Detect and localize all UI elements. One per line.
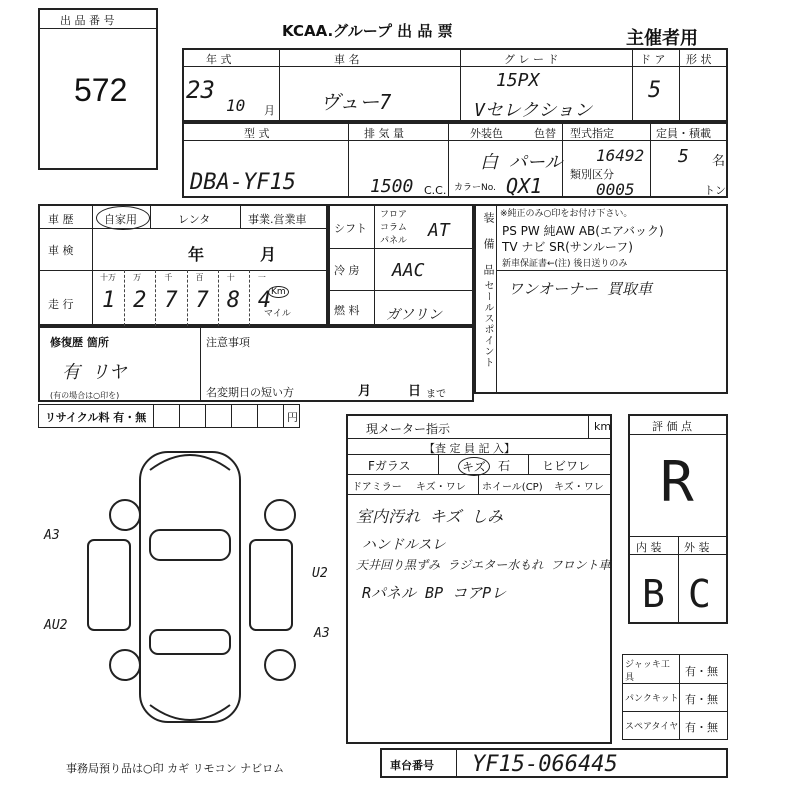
month-value: 10 xyxy=(226,96,246,115)
assessment-note-1: 室内汚れ キズ しみ xyxy=(356,507,503,526)
interior-label: 内 装 xyxy=(636,541,662,554)
capacity-label: 定員・積載 xyxy=(656,127,711,140)
recycle-row xyxy=(38,404,300,428)
yen-unit: 円 xyxy=(287,411,298,424)
displacement-label: 排 気 量 xyxy=(364,127,404,140)
shape-label: 形 状 xyxy=(686,53,712,66)
color-code: QX1 xyxy=(506,174,543,198)
vehicle-basic-table xyxy=(182,48,728,122)
recycle-label: リサイクル料 有・無 xyxy=(45,411,147,424)
repair-value: 有 リヤ xyxy=(62,362,127,383)
tool-puncture-options: 有・無 xyxy=(685,693,718,706)
exterior-score: C xyxy=(688,572,711,616)
chassis-number: YF15-066445 xyxy=(472,752,618,777)
chassis-row xyxy=(380,748,728,778)
wheel-front-right xyxy=(265,500,295,530)
organizer-label: 主催者用 xyxy=(626,28,698,49)
mileage-digit: 十 8 xyxy=(219,270,250,326)
lot-number: 572 xyxy=(74,72,128,108)
model-label: 型 式 xyxy=(244,127,270,140)
repair-label: 修復歴 箇所 xyxy=(50,336,109,349)
vehicle-spec-table xyxy=(182,122,728,198)
meter-title: 現メーター指示 xyxy=(366,422,451,436)
km-unit: Km xyxy=(268,286,289,298)
inspection-label: 車 検 xyxy=(48,244,74,257)
lot-number-label: 出 品 番 号 xyxy=(60,14,115,27)
mark-a3-left: A3 xyxy=(44,528,60,543)
glass-label: Fガラス xyxy=(368,459,411,473)
interior-score: B xyxy=(642,572,665,616)
equipment-line-1: PS PW 純AW AB(エアバック) xyxy=(502,224,664,238)
mark-au2: AU2 xyxy=(44,618,68,633)
ac-value: AAC xyxy=(392,260,425,281)
ton-unit: トン xyxy=(704,184,726,197)
mark-u2: U2 xyxy=(312,566,328,581)
shift-panel: パネル xyxy=(380,236,408,246)
chassis-label: 車台番号 xyxy=(390,759,434,772)
type-sub-number: 0005 xyxy=(596,180,635,199)
car-body xyxy=(140,452,240,722)
cc-unit: C.C. xyxy=(424,184,447,197)
mileage-label: 走 行 xyxy=(48,298,74,311)
left-side xyxy=(88,540,130,630)
shift-label: シフト xyxy=(334,222,367,235)
assessor-label: 【査 定 員 記 入】 xyxy=(424,442,515,455)
displacement-value: 1500 xyxy=(370,176,414,197)
tool-puncture-label: パンクキット xyxy=(625,694,679,704)
tools-table xyxy=(622,654,728,740)
right-side xyxy=(250,540,292,630)
tool-spare-label: スペアタイヤ xyxy=(625,722,679,732)
tool-jack-label: ジャッキ工 具 xyxy=(625,660,670,683)
model-value: DBA-YF15 xyxy=(190,170,296,195)
mileage-digit: 十万 1 xyxy=(94,270,125,326)
sales-point-label: セールスポイント xyxy=(482,280,493,368)
mileage-digit: 万 2 xyxy=(125,270,156,326)
lot-number-box xyxy=(38,8,158,170)
mark-a3-right: A3 xyxy=(314,626,330,641)
fuel-value: ガソリン xyxy=(386,307,442,323)
mirror-options: キズ・ワレ xyxy=(416,482,466,493)
glass-scratch: キズ xyxy=(458,457,490,476)
footer-items: 事務局預り品は○印 カギ リモコン ナビロム xyxy=(66,762,285,775)
warranty-note: 新車保証書←(注) 後日送りのみ xyxy=(502,259,628,269)
type-number: 16492 xyxy=(596,146,645,165)
private-circle xyxy=(96,206,150,230)
name-change-label: 名変期日の短い方 xyxy=(206,386,294,399)
name-label: 車 名 xyxy=(334,53,360,66)
wheel-label: ホイール(CP) xyxy=(482,482,543,493)
mileage-digit: 百 7 xyxy=(188,270,219,326)
assessment-note-4: Rパネル BP コアPレ xyxy=(362,584,507,602)
door-value: 5 xyxy=(648,78,662,103)
meter-table xyxy=(346,414,612,744)
caution-label: 注意事項 xyxy=(206,336,250,349)
score-table xyxy=(628,414,728,624)
mileage-digit: 千 7 xyxy=(156,270,187,326)
equipment-line-2: TV ナビ SR(サンルーフ) xyxy=(502,240,633,254)
color-value: 白 パール xyxy=(480,152,563,173)
equipment-table xyxy=(474,204,728,394)
repair-note: (有の場合は○印を) xyxy=(50,391,120,400)
shift-floor: フロア xyxy=(380,210,408,220)
car-damage-diagram xyxy=(40,440,340,740)
exterior-label: 外 装 xyxy=(684,541,710,554)
mirror-label: ドアミラー xyxy=(352,482,402,493)
score-label: 評 価 点 xyxy=(652,420,692,433)
color-change-label: 色替 xyxy=(534,127,556,140)
rear-window xyxy=(150,630,230,654)
equipment-note: ※純正のみ○印をお付け下さい。 xyxy=(500,209,633,219)
sales-point-value: ワンオーナー 買取車 xyxy=(508,280,653,298)
capacity-unit: 名 xyxy=(712,154,726,169)
assessment-note-2: ハンドルスレ xyxy=(362,537,446,553)
history-label: 車 歴 xyxy=(48,213,74,226)
capacity-value: 5 xyxy=(678,146,689,167)
mileage-digit: 一 4 xyxy=(257,273,272,313)
type-label: 型式指定 xyxy=(570,127,614,140)
meter-km: km xyxy=(594,420,612,433)
equipment-label: 装 備 品 xyxy=(482,212,495,276)
glass-crack: ヒビワレ xyxy=(542,459,591,473)
shift-column: コラム xyxy=(380,223,407,233)
fuel-label: 燃 料 xyxy=(334,304,360,317)
color-label: 外装色 xyxy=(470,127,503,140)
windshield xyxy=(150,530,230,560)
rear-bumper xyxy=(150,705,230,720)
front-bumper xyxy=(150,455,230,470)
year-value: 23 xyxy=(186,76,215,104)
color-code-label: カラーNo. xyxy=(454,183,496,193)
grade-value-2: Vセレクション xyxy=(474,100,593,121)
name-change-until: まで xyxy=(426,389,446,400)
type-sub-label: 類別区分 xyxy=(570,168,614,181)
business-use: 事業.営業車 xyxy=(248,213,307,226)
grade-label: グ レ ー ド xyxy=(504,53,559,66)
door-label: ド ア xyxy=(640,53,666,66)
wheel-front-left xyxy=(110,500,140,530)
grade-value-1: 15PX xyxy=(496,70,540,91)
mileage-digits xyxy=(94,270,280,326)
rental-use: レンタ xyxy=(178,213,211,226)
month-unit: 月 xyxy=(264,104,275,117)
tool-spare-options: 有・無 xyxy=(685,721,718,734)
name-change-day: 日 xyxy=(408,384,422,399)
name-change-month: 月 xyxy=(358,384,372,399)
assessment-note-3: 天井回り黒ずみ ラジエター水もれ フロント車 xyxy=(356,558,611,572)
wheel-options: キズ・ワレ xyxy=(554,482,604,493)
car-name: ヴュー7 xyxy=(320,90,392,114)
form-title: KCAA.グループ 出 品 票 xyxy=(282,22,453,40)
shift-table xyxy=(328,204,474,326)
wheel-rear-right xyxy=(265,650,295,680)
year-label: 年 式 xyxy=(206,53,232,66)
inspection-month-unit: 月 xyxy=(260,245,277,264)
history-table xyxy=(38,204,328,326)
tool-jack-options: 有・無 xyxy=(685,665,718,678)
private-use: 自家用 xyxy=(104,213,137,226)
mile-unit: マイル xyxy=(264,309,291,319)
inspection-year-unit: 年 xyxy=(188,245,205,264)
glass-stone: 石 xyxy=(498,459,511,473)
ac-label: 冷 房 xyxy=(334,264,360,277)
wheel-rear-left xyxy=(110,650,140,680)
score-value: R xyxy=(660,450,694,515)
repair-table xyxy=(38,326,474,402)
shift-value: AT xyxy=(428,220,450,241)
